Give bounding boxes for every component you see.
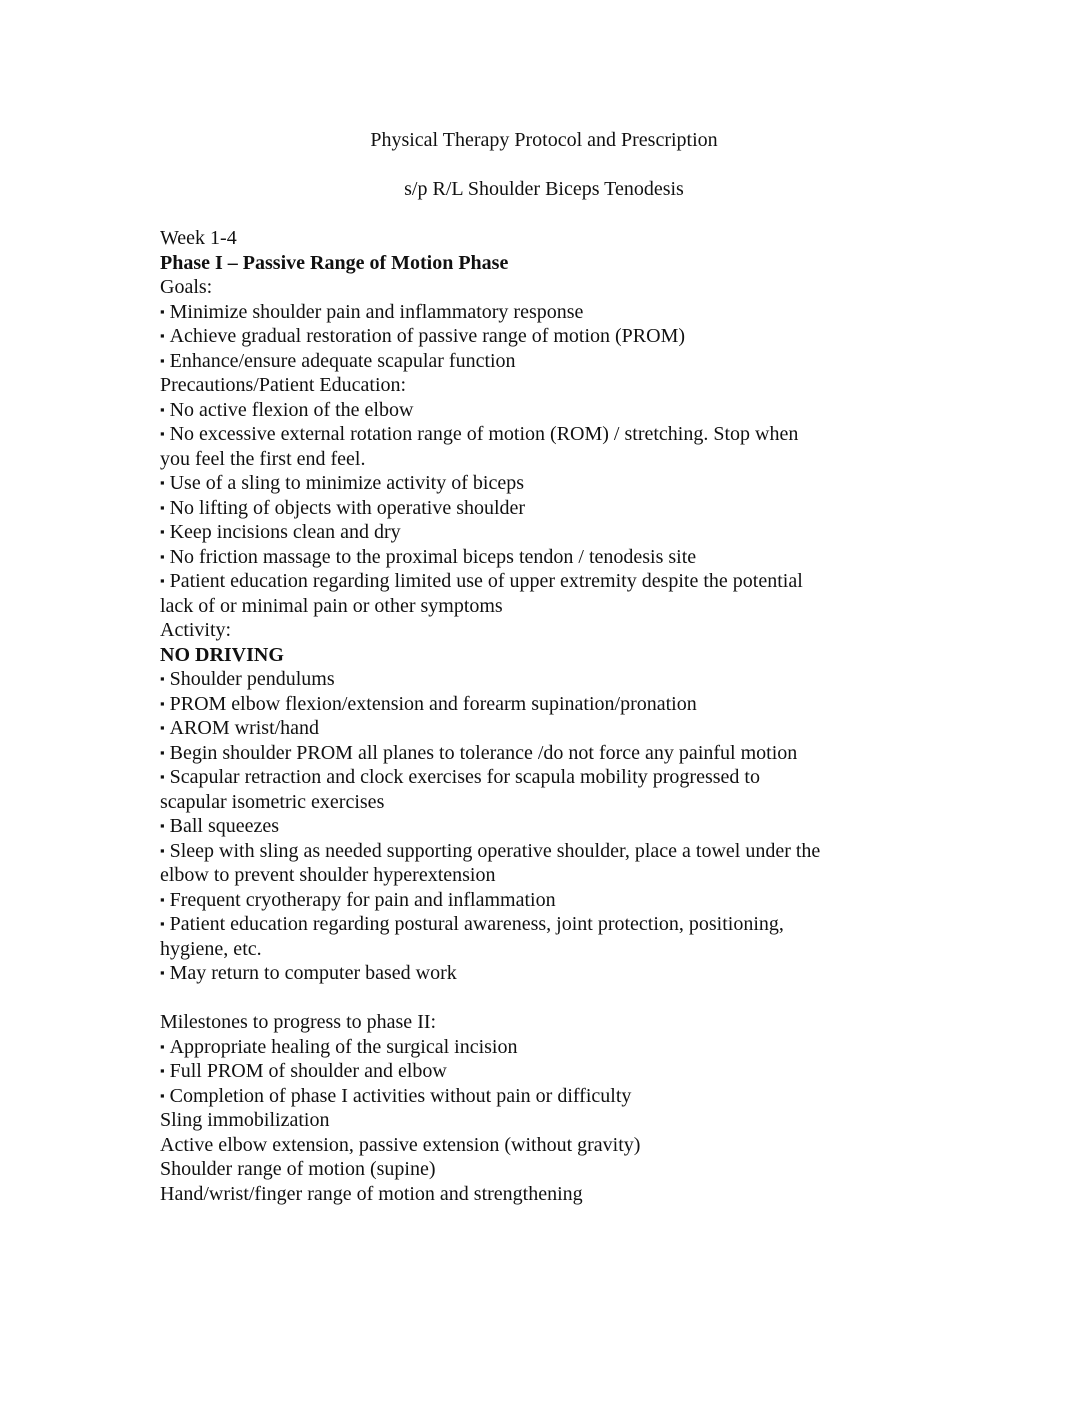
bullet-text: ▪ Scapular retraction and clock exercises for scapula mobility progressed to [160,765,900,790]
bullet-item [160,569,900,618]
bullet-item [160,888,900,913]
bullet-item [160,471,900,496]
precautions-heading: Precautions/Patient Education: [160,374,407,396]
bullet-text: ▪ Completion of phase I activities without pain or difficulty [160,1084,900,1109]
bullet-text: ▪ Sleep with sling as needed supporting operative shoulder, place a towel under the [160,839,900,864]
document-title: Physical Therapy Protocol and Prescription [370,129,718,151]
activity-list [160,667,900,986]
bullet-text: ▪ Achieve gradual restoration of passive range of motion (PROM) [160,324,900,349]
bullet-text: ▪ Full PROM of shoulder and elbow [160,1059,900,1084]
bullet-continuation: lack of or minimal pain or other symptoms [160,594,503,617]
note-text: Shoulder range of motion (supine) [160,1158,436,1180]
milestones-list [160,1035,900,1109]
bullet-item [160,716,900,741]
bullet-text: ▪ Ball squeezes [160,814,900,839]
milestones-heading: Milestones to progress to phase II: [160,1011,437,1033]
bullet-item [160,545,900,570]
bullet-text: ▪ May return to computer based work [160,961,900,986]
bullet-item [160,692,900,717]
bullet-text: ▪ No lifting of objects with operative shoulder [160,496,900,521]
phase-heading: Phase I – Passive Range of Motion Phase [160,251,509,274]
bullet-item [160,741,900,766]
bullet-text: ▪ No active flexion of the elbow [160,398,900,423]
bullet-item [160,496,900,521]
note-line [160,1133,900,1158]
bullet-text: ▪ Patient education regarding postural awareness, joint protection, positioning, [160,912,900,937]
bullet-text: ▪ Keep incisions clean and dry [160,520,900,545]
bullet-item [160,349,900,374]
bullet-item [160,324,900,349]
bullet-continuation: elbow to prevent shoulder hyperextension [160,864,496,886]
bullet-item [160,765,900,814]
bullet-text: ▪ Frequent cryotherapy for pain and inflammation [160,888,900,913]
bullet-item [160,300,900,325]
bullet-continuation: scapular isometric exercises [160,790,385,813]
note-line [160,1182,900,1207]
bullet-text: ▪ Shoulder pendulums [160,667,900,692]
bullet-text: ▪ No excessive external rotation range of motion (ROM) / stretching. Stop when [160,422,900,447]
protocol-body [160,226,900,1206]
bullet-text: ▪ AROM wrist/hand [160,716,900,741]
bullet-text: ▪ Minimize shoulder pain and inflammatory response [160,300,900,325]
bullet-continuation: hygiene, etc. [160,937,262,960]
goals-list [160,300,900,374]
bullet-item [160,912,900,961]
note-line [160,1157,900,1182]
activity-heading: Activity: [160,619,232,641]
bullet-text: ▪ Appropriate healing of the surgical incision [160,1035,900,1060]
bullet-text: ▪ No friction massage to the proximal biceps tendon / tenodesis site [160,545,900,570]
note-text: Sling immobilization [160,1109,330,1131]
section-spacer [160,986,900,1011]
note-text: Hand/wrist/finger range of motion and strengthening [160,1182,583,1205]
bullet-item [160,1084,900,1109]
bullet-continuation: you feel the first end feel. [160,447,366,470]
milestones-notes [160,1108,900,1206]
bullet-item [160,839,900,888]
bullet-text: ▪ Patient education regarding limited use of upper extremity despite the potential [160,569,900,594]
bullet-item [160,1059,900,1084]
week-range: Week 1-4 [160,227,237,249]
bullet-item [160,667,900,692]
bullet-item [160,814,900,839]
bullet-item [160,961,900,986]
bullet-text: ▪ Enhance/ensure adequate scapular function [160,349,900,374]
no-driving-warning: NO DRIVING [160,643,284,666]
document-subtitle: s/p R/L Shoulder Biceps Tenodesis [404,178,684,200]
bullet-text: ▪ Use of a sling to minimize activity of biceps [160,471,900,496]
bullet-text: ▪ Begin shoulder PROM all planes to tolerance /do not force any painful motion [160,741,900,766]
bullet-item [160,422,900,471]
bullet-text: ▪ PROM elbow flexion/extension and forearm supination/pronation [160,692,900,717]
note-text: Active elbow extension, passive extension (without gravity) [160,1133,641,1156]
note-line [160,1108,900,1133]
bullet-item [160,398,900,423]
precautions-list [160,398,900,619]
bullet-item [160,520,900,545]
goals-heading: Goals: [160,276,213,298]
bullet-item [160,1035,900,1060]
